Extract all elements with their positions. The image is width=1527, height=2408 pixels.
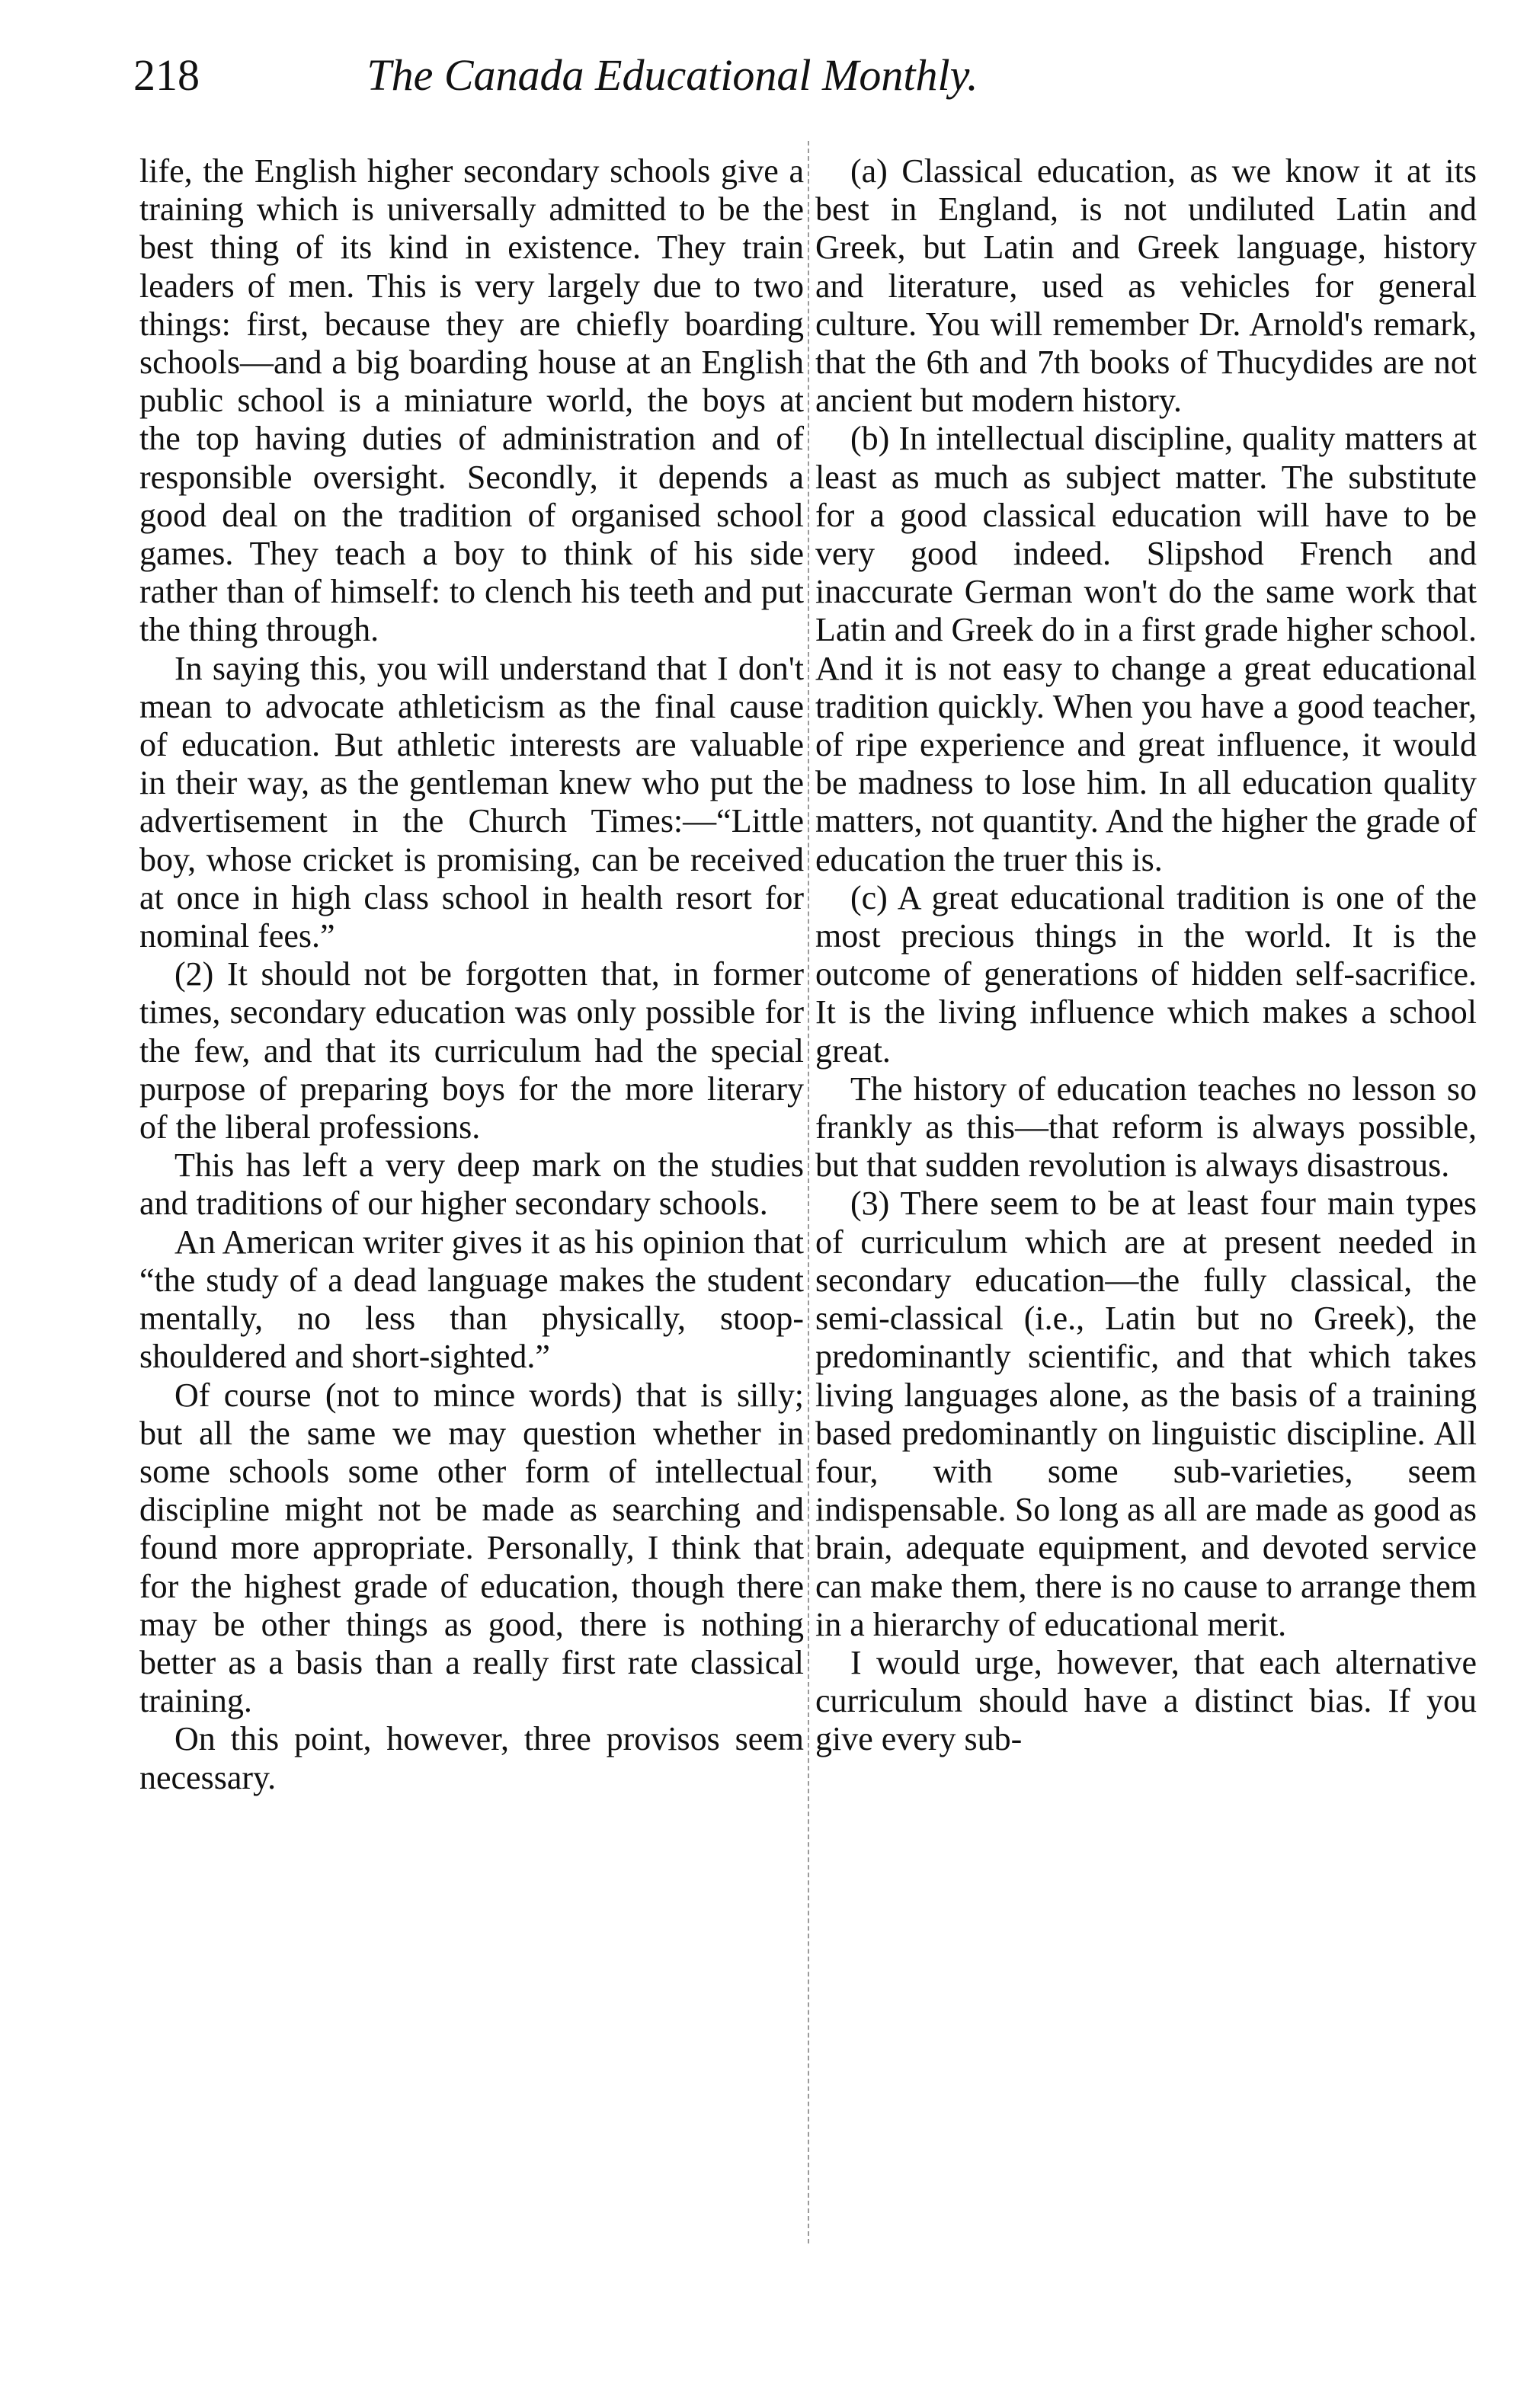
paragraph-proviso-c: (c) A great educational tradition is one of the most precious things in the world. It is the outcome of generations of hidden self-sacrifice. It is the living influence which makes a school great. [815, 878, 1477, 1070]
paragraph-proviso-b: (b) In intellectual discipline, quality matters at least as much as subject matter. The substitute for a good classical education will have to be very good indeed. Slipshod French and inaccurate German won't do the same work that Latin and Greek do in a first grade higher school. And it is not easy to change a great educational tradition quickly. When you have a good teacher, of ripe experience and great influence, it would be madness to lose him. In all education quality matters, not quantity. And the higher the grade of education the truer this is. [815, 420, 1477, 878]
right-column [815, 152, 1477, 1759]
column-divider [808, 141, 809, 2243]
page-header [133, 29, 1166, 113]
paragraph-boarding-schools: life, the English higher secondary schools give a training which is universally admitted to be the best thing of its kind in existence. They train leaders of men. This is very largely due to two things: first, because they are chiefly boarding schools—and a big boarding house at an English public school is a miniature world, the boys at the top having duties of administration and of responsible oversight. Secondly, it depends a good deal on the tradition of organised school games. They teach a boy to think of his side rather than of himself: to clench his teeth and put the thing through. [139, 152, 804, 649]
paragraph-deep-mark: This has left a very deep mark on the studies and traditions of our higher secondary schools. [139, 1146, 804, 1223]
paragraph-history-of-education: The history of education teaches no lesson so frankly as this—that reform is always possible, but that sudden revolution is always disastrous. [815, 1070, 1477, 1185]
paragraph-proviso-a: (a) Classical education, as we know it at its best in England, is not undiluted Latin and Greek, but Latin and Greek language, history and literature, used as vehicles for general culture. You will remember Dr. Arnold's remark, that the 6th and 7th books of Thucydides are not ancient but modern history. [815, 152, 1477, 420]
paragraph-american-writer: An American writer gives it as his opinion that “the study of a dead language makes the student mentally, no less than physically, stoop-shouldered and short-sighted.” [139, 1223, 804, 1376]
paragraph-distinct-bias: I would urge, however, that each alternative curriculum should have a distinct bias. If you give every sub- [815, 1643, 1477, 1758]
paragraph-of-course: Of course (not to mince words) that is silly; but all the same we may question whether in some schools some other form of intellectual discipline might not be made as searching and found more appropriate. Personally, I think that for the highest grade of education, though there may be other things as good, there is nothing better as a basis than a really first rate classical training. [139, 1376, 804, 1720]
left-column [139, 152, 804, 1797]
paragraph-point-2: (2) It should not be forgotten that, in former times, secondary education was only possible for the few, and that its curriculum had the special purpose of preparing boys for the more literary of the liberal professions. [139, 955, 804, 1146]
paragraph-athleticism: In saying this, you will understand that I don't mean to advocate athleticism as the final cause of education. But athletic interests are valuable in their way, as the gentleman knew who put the advertisement in the Church Times:—“Little boy, whose cricket is promising, can be received at once in high class school in health resort for nominal fees.” [139, 649, 804, 955]
journal-title: The Canada Educational Monthly. [367, 50, 978, 100]
paragraph-point-3: (3) There seem to be at least four main types of curriculum which are at present needed in secondary education—the fully classical, the semi-classical (i.e., Latin but no Greek), the predominantly scientific, and that which takes living languages alone, as the basis of a training based predominantly on linguistic discipline. All four, with some sub-varieties, seem indispensable. So long as all are made as good as brain, adequate equipment, and devoted service can make them, there is no cause to arrange them in a hierarchy of educational merit. [815, 1185, 1477, 1643]
paragraph-provisos: On this point, however, three provisos seem necessary. [139, 1720, 804, 1796]
page-number: 218 [133, 50, 200, 100]
